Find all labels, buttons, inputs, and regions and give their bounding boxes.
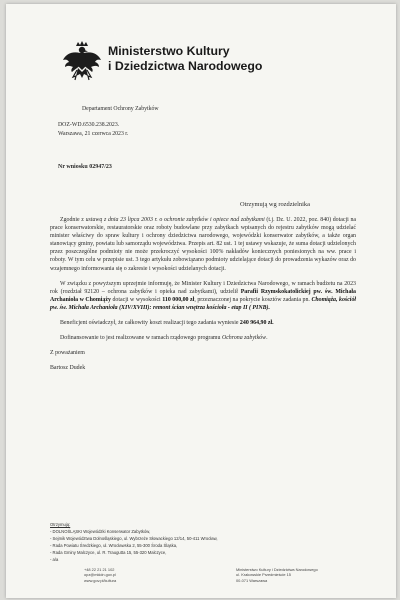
distribution-item: - Rada Gminy Malczyce, ul. R. Traugutta 15, 55-320 Malczyce, [50, 550, 167, 555]
beneficiary-name: Parafii Rzymskokatolickiej pw. św. Michała Archanioła w Chomiąży [50, 288, 356, 303]
distribution-item: - Sejmik Województwa Dolnośląskiego, ul. Wybrzeże Słowackiego 12/14, 50-411 Wrocław, [50, 536, 218, 541]
text-span: , przeznaczonej na pokrycie kosztów zadania pn. [194, 296, 312, 303]
reference-number: DOZ-WD.6530.238.2023. [58, 122, 120, 128]
application-number: Nr wniosku 02947/23 [58, 164, 112, 170]
footer-address-line: 00-071 Warszawa [236, 577, 268, 583]
distribution-list [50, 521, 370, 563]
ministry-name [108, 44, 262, 73]
text-span: Beneficjent oświadczył, że całkowity koszt realizacji tego zadania wyniesie [60, 320, 240, 327]
ministry-name-line2: i Dziedzictwa Narodowego [108, 58, 263, 73]
distribution-item: - DOLNOŚLĄSKI Wojewódzki Konserwator Zabytków, [50, 529, 151, 534]
distribution-title: Otrzymują: [50, 522, 71, 527]
footer-contact [84, 567, 116, 583]
letter-date: Warszawa, 21 czerwca 2023 r. [58, 130, 129, 137]
program-name: Ochrona zabytków [221, 335, 267, 342]
footer-address-line: Ministerstwo Kultury i Dziedzictwa Narodowego [236, 567, 318, 572]
total-cost: 240 964,90 zł. [239, 320, 274, 327]
paragraph-total-cost [50, 319, 356, 327]
letter-page [6, 4, 396, 598]
reference-block [58, 121, 128, 138]
law-title: ustawą z dnia 23 lipca 2003 r. o ochronie zabytków i opiece nad zabytkami [85, 217, 265, 223]
ministry-name-line1: Ministerstwo Kultury [108, 44, 230, 58]
distribution-item: - Rada Powiatu Średzkiego, ul. Wrocławska 2, 55-300 Środa Śląska, [50, 543, 178, 548]
paragraph-program [50, 334, 356, 342]
text-span: . [266, 335, 268, 342]
paragraph-legal-basis [50, 216, 356, 273]
recipients-label: Otrzymują wg rozdzielnika [240, 201, 310, 208]
distribution-item: - a/a [50, 557, 59, 562]
task-name: Chomiąża, kościół pw. św. Michała Archanioła (XIV/XVIII): remont ścian wnętrza kościoła - etap II ( PINB). [50, 296, 357, 311]
paragraph-grant-info [50, 280, 356, 312]
footer-email: opz@mkidn.gov.pl [84, 572, 116, 578]
department-name: Departament Ochrony Zabytków [82, 106, 159, 112]
polish-eagle-emblem-icon [62, 40, 102, 84]
grant-amount: 110 000,00 zł [162, 296, 195, 303]
text-span: Dofinansowanie to jest realizowane w ramach rządowego programu [60, 335, 222, 342]
text-span: dotacji w wysokości [110, 296, 163, 303]
footer-phone: +48 22 21 21 102 [84, 567, 115, 572]
closing-phrase: Z poważaniem [50, 350, 85, 357]
footer-address [236, 567, 318, 583]
text-span: W związku z powyższym uprzejmie informuję, że Minister Kultury i Dziedzictwa Narodowego, w ramach budżetu na 2023 rok (rozdział 92120 – ochrona zabytków i opieka nad zabytkami), udzielił [50, 280, 356, 295]
footer-website: www.gov.pl/kultura [84, 577, 117, 583]
footer-address-line: ul. Krakowskie Przedmieście 15 [236, 572, 291, 578]
text-span: (t.j. Dz. U. 2022, poz. 840) dotacji na prace konserwatorskie, restauratorskie oraz roboty budowlane przy zabytkach wpisanych do rejestru zabytków mogą udzielać minister właściwy do spraw kultury i ochrony dziedzictwa narodowego, wojewódzki konserwator zabytków, a także organ stanowiący gminy, powiatu lub samorządu województwa. Przepis art. 82 ust. 1 tej ustawy wskazuje, że suma dotacji udzielonych przez poszczególne podmioty nie może przekroczyć wysokości 100% nakładów koniecznych poniesionych na ww. prace i roboty. W tym celu w przepisie ust. 3 tego artykułu zobowiązano podmioty udzielające dotacji do prowadzenia wykazów oraz do wzajemnego informowania się o zakresie i wysokości udzielanych dotacji. [50, 217, 357, 272]
text-span: Zgodnie z [60, 217, 86, 223]
letter-body [50, 216, 356, 379]
signatory-name: Bartosz Dudek [50, 365, 86, 372]
